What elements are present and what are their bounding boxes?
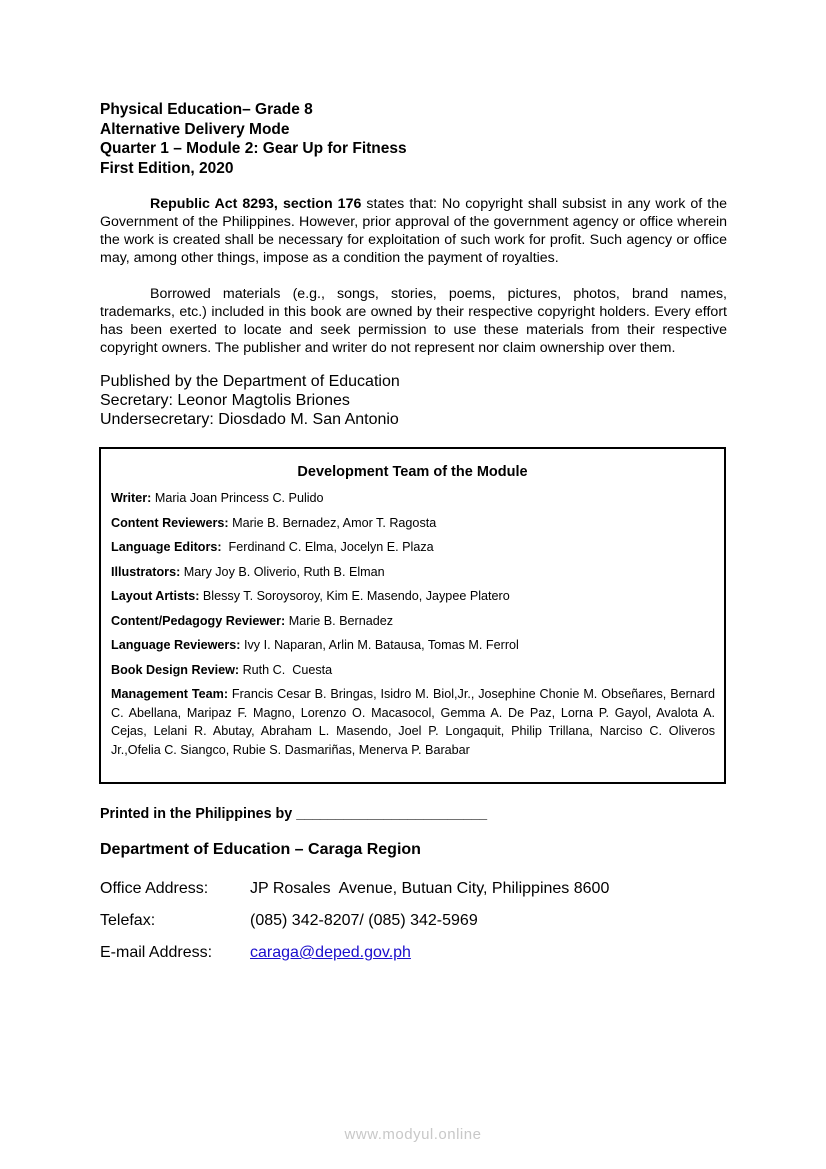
team-row-value: Maria Joan Princess C. Pulido <box>151 491 324 505</box>
team-row-writer <box>111 489 715 508</box>
title-delivery-mode: Alternative Delivery Mode <box>100 120 290 138</box>
team-row-label: Writer: <box>111 491 152 505</box>
office-address-value: JP Rosales Avenue, Butuan City, Philippines 8600 <box>250 880 610 897</box>
team-row-language-reviewers <box>111 636 715 655</box>
copyright-law-reference: Republic Act 8293, section 176 <box>150 196 362 212</box>
team-row-value: Ruth C. Cuesta <box>239 662 333 677</box>
team-row-value: Blessy T. Soroysoroy, Kim E. Masendo, Jaypee Platero <box>199 589 510 603</box>
telefax-value: (085) 342-8207/ (085) 342-5969 <box>250 912 478 929</box>
office-address-label: Office Address: <box>100 880 209 897</box>
title-quarter-module: Quarter 1 – Module 2: Gear Up for Fitness <box>100 140 407 157</box>
team-row-label: Layout Artists: <box>111 589 200 603</box>
title-subject-grade: Physical Education– Grade 8 <box>100 101 313 118</box>
copyright-paragraph <box>100 195 727 267</box>
team-row-layout-artists <box>111 587 715 606</box>
secretary: Secretary: Leonor Magtolis Briones <box>100 392 350 409</box>
team-row-illustrators <box>111 563 715 582</box>
copyright-text: states that: No copyright shall subsist in any work of the Government of the Philippines. However, prior approval of the government agency or office wherein the work is created shall be necessary for exploitation of such work for profit. Such agency or office may, among other things, impose as a condition the payment of royalties. <box>100 196 728 266</box>
team-row-book-design-review <box>111 661 715 680</box>
contact-office-address <box>100 880 609 898</box>
borrowed-materials-text: Borrowed materials (e.g., songs, stories, poems, pictures, photos, brand names, trademarks, etc.) included in this book are owned by their respective copyright holders. Every effort has been exerted to locate and seek permission to use these materials from their respective copyright owners. The publisher and writer do not represent nor claim ownership over them. <box>100 286 727 356</box>
team-row-label: Book Design Review: <box>111 662 240 677</box>
team-row-language-editors <box>111 538 715 557</box>
email-link[interactable]: caraga@deped.gov.ph <box>250 944 411 961</box>
team-row-label: Content/Pedagogy Reviewer: <box>111 613 286 628</box>
title-edition: First Edition, 2020 <box>100 159 234 177</box>
team-row-content-reviewers <box>111 514 715 533</box>
team-row-content-pedagogy-reviewer <box>111 612 715 631</box>
development-team-title: Development Team of the Module <box>297 464 528 480</box>
document-title-block <box>100 100 407 178</box>
contact-telefax <box>100 912 478 930</box>
published-by: Published by the Department of Education <box>100 373 400 390</box>
team-row-label: Illustrators: <box>111 564 181 579</box>
watermark: www.modyul.online <box>344 1126 482 1143</box>
team-row-label: Management Team: <box>111 687 229 701</box>
team-row-management-team <box>111 685 715 759</box>
team-row-label: Language Reviewers: <box>111 638 241 652</box>
printed-by-line: Printed in the Philippines by ________________________ <box>100 806 488 822</box>
telefax-label: Telefax: <box>100 912 156 929</box>
team-row-value: Marie B. Bernadez <box>285 613 394 628</box>
team-row-value: Ivy I. Naparan, Arlin M. Batausa, Tomas M. Ferrol <box>240 638 519 652</box>
team-row-value: Ferdinand C. Elma, Jocelyn E. Plaza <box>221 540 434 554</box>
team-row-label: Content Reviewers: <box>111 515 229 530</box>
borrowed-materials-paragraph <box>100 285 727 357</box>
team-row-value: Mary Joy B. Oliverio, Ruth B. Elman <box>180 564 385 579</box>
team-row-label: Language Editors: <box>111 540 222 554</box>
email-label: E-mail Address: <box>100 944 213 961</box>
deped-region-heading: Department of Education – Caraga Region <box>100 841 421 858</box>
development-team-box <box>99 447 726 784</box>
team-row-value: Francis Cesar B. Bringas, Isidro M. Biol,Jr., Josephine Chonie M. Obseñares, Bernard C. Abellana, Maripaz F. Magno, Lorenzo O. Macasocol, Gemma A. De Paz, Lorna P. Gayol, Avalota A. Cejas, Lelani R. Abutay, Abraham L. Masendo, Joel P. Longaquit, Philip Trillana, Narciso C. Oliveros Jr.,Ofelia C. Siangco, Rubie S. Dasmariñas, Menerva P. Barabar <box>111 687 715 757</box>
contact-email <box>100 944 411 962</box>
team-row-value: Marie B. Bernadez, Amor T. Ragosta <box>228 515 437 530</box>
undersecretary: Undersecretary: Diosdado M. San Antonio <box>100 411 399 428</box>
